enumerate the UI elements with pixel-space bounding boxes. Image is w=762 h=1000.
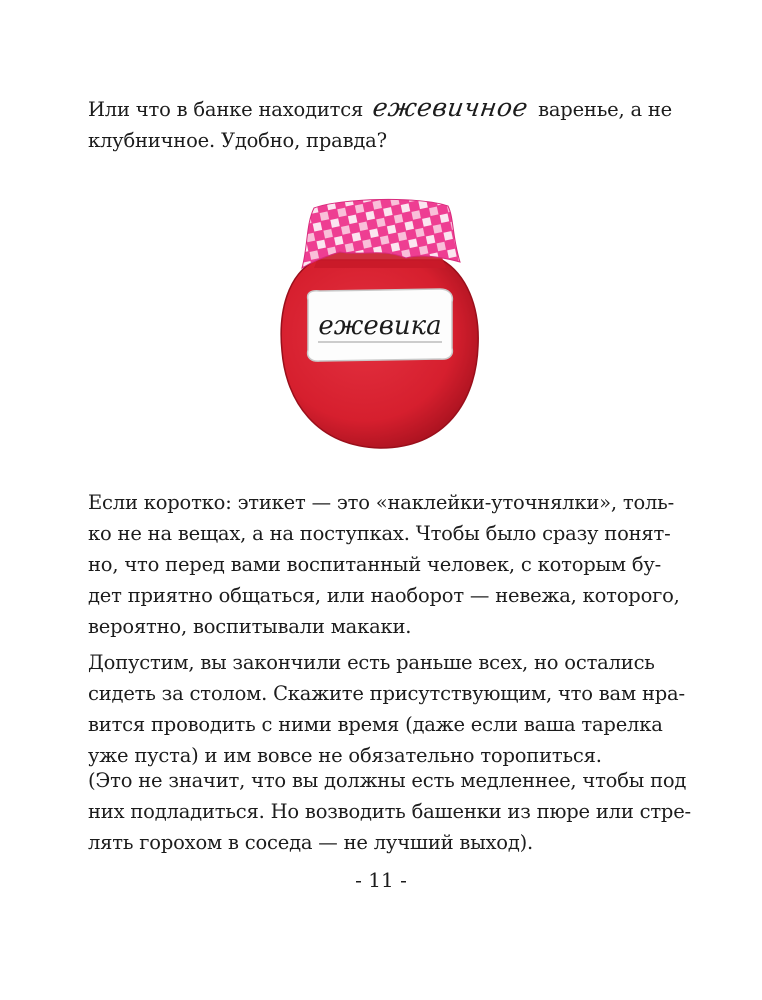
page-number: - 11 -: [355, 868, 407, 892]
handwritten-word: ежевичное: [371, 93, 531, 122]
paragraph-line: (Это не значит, что вы должны есть медленнее, чтобы под: [88, 769, 687, 792]
intro-text-before: Или что в банке находится: [88, 98, 364, 121]
paragraph-2: [88, 647, 685, 771]
paragraph-line: вероятно, воспитывали макаки.: [88, 615, 412, 638]
paragraph-3: [88, 765, 691, 858]
paragraph-line: лять горохом в соседа — не лучший выход).: [88, 831, 534, 854]
intro-paragraph: [88, 92, 678, 156]
paragraph-line: вится проводить с ними время (даже если ваша тарелка: [88, 713, 663, 736]
intro-text-after: варенье, а не: [538, 98, 673, 121]
paragraph-line: Допустим, вы закончили есть раньше всех, но остались: [88, 651, 655, 674]
paragraph-line: ко не на вещах, а на поступках. Чтобы было сразу понят-: [88, 522, 671, 545]
jam-jar-illustration: [270, 196, 490, 458]
paragraph-line: Если коротко: этикет — это «наклейки-уточнялки», толь-: [88, 491, 674, 514]
jar-label-text: ежевика: [318, 311, 442, 341]
intro-line-1: [88, 92, 678, 125]
paragraph-line: но, что перед вами воспитанный человек, с которым бу-: [88, 553, 662, 576]
paragraph-line: дет приятно общаться, или наоборот — невежа, которого,: [88, 584, 680, 607]
intro-line-2: клубничное. Удобно, правда?: [88, 129, 387, 152]
jam-jar-image: [270, 196, 490, 458]
paragraph-1: [88, 487, 678, 642]
paragraph-line: них подладиться. Но возводить башенки из пюре или стре-: [88, 800, 691, 823]
paragraph-line: уже пуста) и им вовсе не обязательно торопиться.: [88, 744, 602, 767]
paragraph-line: сидеть за столом. Скажите присутствующим, что вам нра-: [88, 682, 685, 705]
